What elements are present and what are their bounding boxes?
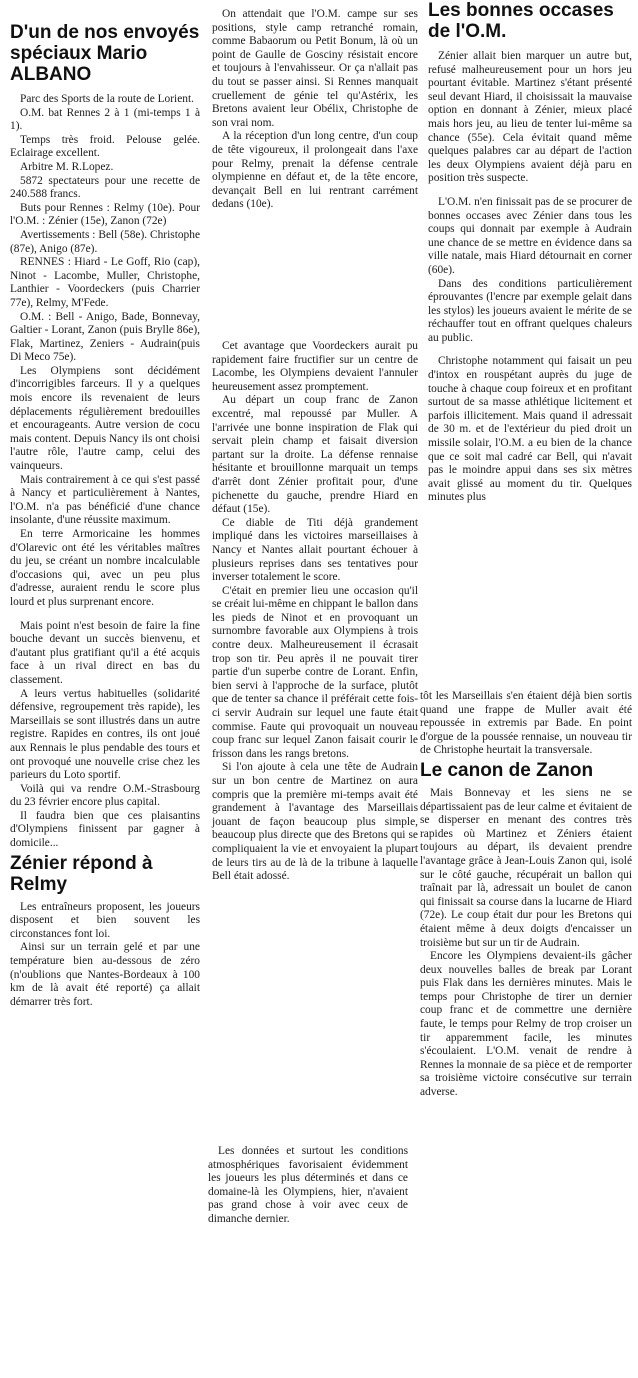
paragraph: Encore les Olympiens devaient-ils gâcher deux nouvelles balles de break par Lorant puis Flak dans les dernières minutes. Mais le temps pour Christophe de tirer un dernier coup franc et de commettre une dernière faute, le temps pour Relmy de trop croiser un tir apparemment facile, les minutes s'écoulaient. L'O.M. venait de rendre à Rennes la monnaie de sa pièce et de remporter sa troisième victoire consécutive sur terrain adverse. [420, 950, 632, 1099]
paragraph: tôt les Marseillais s'en étaient déjà bien sortis quand une frappe de Muller avait été repoussée in extremis par Bade. En point d'orgue de la poussée rennaise, un nouveau tir de Christophe heurtait la transversale. [420, 690, 632, 757]
paragraph: Mais contrairement à ce qui s'est passé à Nancy et particulièrement à Nantes, l'O.M. n'a pas bénéficié d'une chance insolante, d'une réussite maximum. [10, 473, 200, 527]
paragraph: Parc des Sports de la route de Lorient. [20, 93, 194, 105]
section-title: Les bonnes occases de l'O.M. [428, 0, 614, 42]
column-3-bottom [420, 690, 632, 1330]
paragraph: L'O.M. n'en finissait pas de se procurer de bonnes occases avec Zénier dans tous les coups qui donnait par exemple à Audrain une chance de se mettre en évidence dans sa ville natale, mais Hiard détournait en corner (60e). [428, 195, 632, 276]
paragraph: Mais Bonnevay et les siens ne se départissaient pas de leur calme et évitaient de se disperser en menant des contres très rapides où Martinez et Zéniers étaient toujours au départ, ils devaient prendre l'avantage grâce à Jean-Louis Zanon qui, isolé sur le côté gauche, récupérait un ballon qui traînait par là, adressait un boulet de canon qui finissait sa course dans la lucarne de Hiard (72e). Le coup était dur pour les Bretons qui étaient même à deux doigts d'encaisser un troisième but sur un tir de Audrain. [420, 786, 632, 949]
column-2-top [212, 8, 418, 336]
paragraph: A la réception d'un long centre, d'un coup de tête vigoureux, il prolongeait dans l'axe pour Relmy, prenait la défense centrale olympienne en défaut et, de la tête encore, devançait Bell en lui rentrant carrément dedans (10e). [212, 130, 418, 211]
article-continued [10, 620, 200, 851]
paragraph: Si l'on ajoute à cela une tête de Audrain sur un bon centre de Martinez on aura compris que la première mi-temps avait été grandement à l'avantage des Marseillais jouant de façon beaucoup plus simple, beaucoup plus directe que des Bretons qui se compliquaient la vie et envoyaient la plupart de leurs tirs au de là de la tribune à laquelle Bell était adossé. [212, 761, 418, 883]
paragraph: C'était en premier lieu une occasion qu'il se créait lui-même en chippant le ballon dans les pieds de Ninot et en provoquant un surnombre favorable aux Olympiens à trois contre deux. Malheureusement il écrasait trop son tir. Peu après il ne pouvait tirer partie d'un superbe contre de Lorant. Enfin, bien servi à l'approche de la surface, plutôt que de tenter sa chance il préférait cette fois-ci servir Audrain sur lequel une faute était commise. Faute qui provoquait un nouveau coup franc sur lequel Zanon faisait courir le frisson dans les rangs bretons. [212, 584, 418, 760]
paragraph: Buts pour Rennes : Relmy (10e). Pour l'O.M. : Zénier (15e), Zanon (72e) [10, 201, 200, 228]
paragraph: 5872 spectateurs pour une recette de 240.588 francs. [10, 174, 200, 201]
subheading: Zénier répond à Relmy [10, 852, 153, 895]
paragraph: O.M. : Bell - Anigo, Bade, Bonnevay, Galtier - Lorant, Zanon (puis Brylle 86e), Flak, Martinez, Zeniers - Audrain(puis Di Meco 75e). [10, 310, 200, 364]
paragraph: Christophe notamment qui faisait un peu d'intox en rouspétant auprès du juge de touche à chaque coup foireux et en profitant surtout de sa masse athlétique licitement et parfois illicitement. Mais quand il adressait de 30 m. et de l'extérieur du pied droit un missile solair, l'O.M. a eu bien de la chance que ce soit mal cadré car Bell, qui n'avait pas le moindre appui dans ses six mètres avait glissé au moment du tir. Quelques minutes plus [428, 355, 632, 504]
paragraph: O.M. bat Rennes 2 à 1 (mi-temps 1 à 1). [10, 106, 200, 133]
paragraph: Ce diable de Titi déjà grandement impliqué dans les victoires marseillaises à Nancy et Nantes allait pourtant échouer à plusieurs reprises dans ses tentatives pour inverser totalement le score. [212, 516, 418, 584]
paragraph: En terre Armoricaine les hommes d'Olarevic ont été les véritables maîtres du jeu, se créant un nombre incalculable d'occasions qui, avec un peu plus d'adresse, auraient rendu le score plus lourd et plus surprenant encore. [10, 528, 200, 608]
paragraph: Au départ un coup franc de Zanon excentré, mal repoussé par Muller. A l'arrivée une bonne inspiration de Flak qui servait plein champ et faisait diversion partant sur la droite. La défense rennaise hésitante et brouillonne marquait un temps d'arrêt dont Zénier profitait pour, d'une pichenette du gauche, prendre Hiard en défaut (15e). [212, 394, 418, 516]
paragraph: RENNES : Hiard - Le Goff, Rio (cap), Ninot - Lacombe, Muller, Christophe, Lanthier - Voordeckers (puis Charrier 77e), Relmy, M'Fede. [10, 256, 200, 309]
column-1 [10, 22, 200, 1342]
article-title: D'un de nos envoyés spéciaux Mario ALBANO [10, 22, 200, 85]
paragraph: On attendait que l'O.M. campe sur ses positions, style camp retranché romain, comme Babaorum ou Petit Bonum, là où un point de Gaulle de Gosciny résistait encore et toujours à l'envahisseur. Or ça n'allait pas du tout se passer ainsi. Si Rennes manquait cruellement de génie tel qu'Astérix, les Bretons avaient leur Obélix, Christophe de son vrai nom. [212, 8, 418, 129]
paragraph: Zénier allait bien marquer un autre but, refusé malheureusement pour un hors jeu pourtant évitable. Martinez s'étant présenté seul devant Hiard, il choisissait la mauvaise option en donnant à Zénier, mieux placé mais hors jeu, au lieu de tenter lui-même sa chance (55e). Cela évitait quand même quelques palabres car au départ de l'action les deux Olympiens avaient déjà paru en position très suspecte. [428, 50, 632, 185]
paragraph: Cet avantage que Voordeckers aurait pu rapidement faire fructifier sur un centre de Lacombe, les Olympiens devaient l'annuler heureusement assez promptement. [212, 340, 418, 393]
match-report-block [10, 93, 200, 610]
paragraph: Mais point n'est besoin de faire la fine bouche devant un succès bienvenu, et d'autant plus gratifiant qu'il a été acquis face à un rival direct en bas du classement. [10, 619, 200, 686]
paragraph: Temps très froid. Pelouse gelée. Eclairage excellent. [10, 133, 200, 160]
paragraph: Arbitre M. R.Lopez. [20, 160, 114, 173]
paragraph: Voilà qui va rendre O.M.-Strasbourg du 23 février encore plus capital. [10, 782, 200, 809]
paragraph: Ainsi sur un terrain gelé et par une température bien au-dessous de zéro (n'oublions que Nantes-Bordeaux à 100 km de là avait été reporté) ça allait démarrer très fort. [10, 941, 200, 1008]
paragraph: Dans des conditions particulièrement éprouvantes (l'encre par exemple gelait dans les stylos) les joueurs avaient le mérite de se réchauffer tout en offrant quelques chaleurs au public. [428, 277, 632, 344]
paragraph: A leurs vertus habituelles (solidarité défensive, regroupement très rapide), les Marseillais se sont illustrés dans un autre registre. Rapides en contres, ils ont joué aux Rennais le plus pendable des tours et ont provoqué une nouvelle crise chez les parieurs du Loto sportif. [10, 687, 200, 782]
column-3-top [428, 0, 632, 688]
subheading: Le canon de Zanon [420, 759, 594, 781]
paragraph: Avertissements : Bell (58e). Christophe (87e), Anigo (87e). [10, 228, 200, 255]
paragraph: Les données et surtout les conditions atmosphériques favorisaient évidemment les joueurs les plus déterminés et dans ce domaine-là les Olympiens, hier, n'avaient pas grand chose à voir avec ceux de dimanche dernier. [208, 1145, 408, 1225]
paragraph: Les Olympiens sont décidément d'incorrigibles farceurs. Il y a quelques mois encore ils revenaient de leurs déplacements régulièrement bredouilles et encourageants. Autre version de cocu mais content. Depuis Nancy ils ont choisi l'autre rôle, l'autre camp, celui des vainqueurs. [10, 364, 200, 473]
paragraph: Il faudra bien que ces plaisantins d'Olympiens finissent par gagner à domicile... [10, 809, 200, 850]
column-2-bottom [208, 1145, 408, 1265]
paragraph: Les entraîneurs proposent, les joueurs disposent et bien souvent les circonstances font loi. [10, 900, 200, 940]
